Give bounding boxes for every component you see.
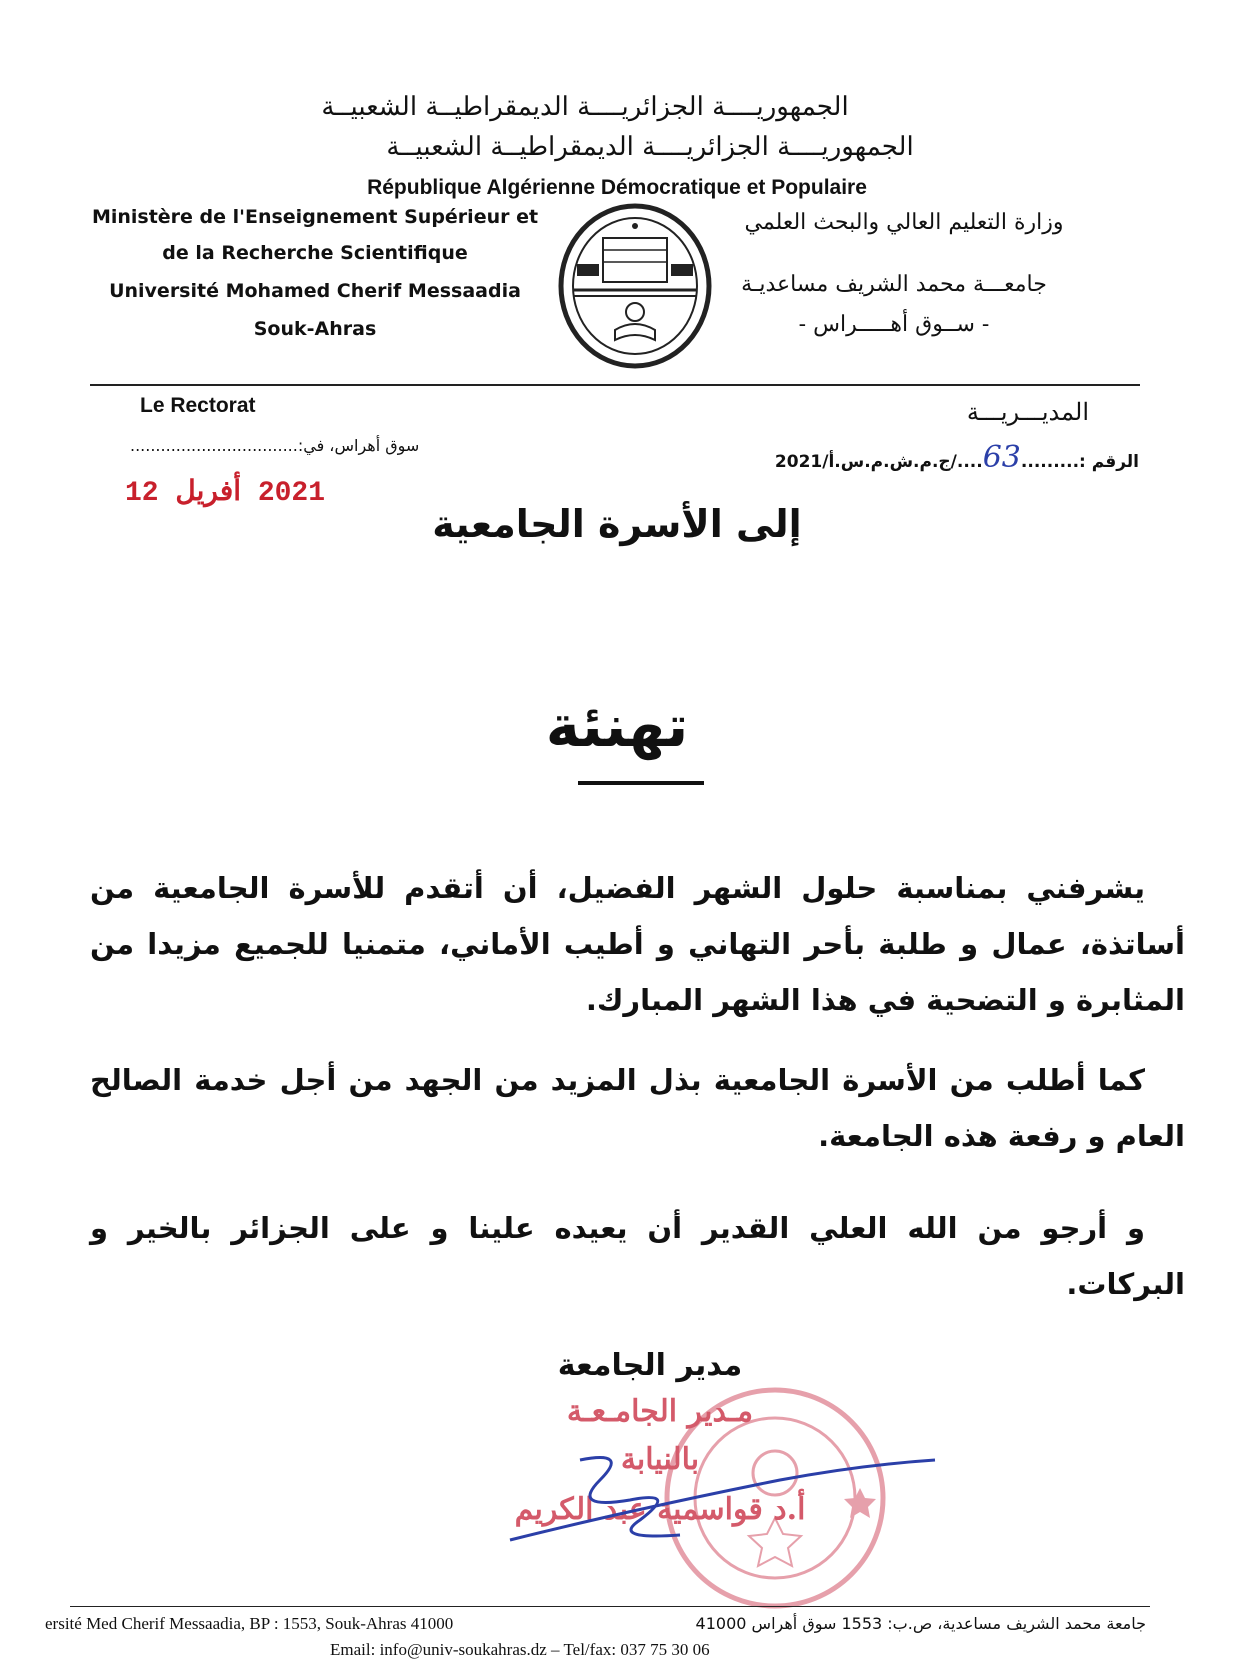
- signatory-title: مدير الجامعة: [557, 1348, 743, 1383]
- paragraph-2: كما أطلب من الأسرة الجامعية بذل المزيد من الجهد من أجل خدمة الصالح العام و رفعة هذه الجامعة.: [90, 1063, 1185, 1153]
- paragraph-3: و أرجو من الله العلي القدير أن يعيده علينا و على الجزائر بالخير و البركات.: [90, 1211, 1185, 1301]
- paragraph-1: يشرفني بمناسبة حلول الشهر الفضيل، أن أتقدم للأسرة الجامعية من أساتذة، عمال و طلبة بأحر التهاني و أطيب الأماني، متمنيا للجميع مزيدا من المثابرة و التضحية في هذا الشهر المبارك.: [90, 871, 1185, 1017]
- reference-number: 63: [982, 440, 1021, 475]
- footer-contact: Email: info@univ-soukahras.dz – Tel/fax: 037 75 30 06: [330, 1640, 710, 1659]
- city-name-fr: Souk-Ahras: [253, 318, 377, 340]
- ministry-line-fr-2: de la Recherche Scientifique: [162, 242, 468, 264]
- date-line: سوق أهراس، في:.................................: [130, 436, 420, 455]
- stamp-line-3: أ.د قواسمية عبد الكريم: [514, 1492, 806, 1527]
- university-name-fr: Université Mohamed Cherif Messaadia: [109, 280, 521, 302]
- document-title: تهنئة: [545, 692, 689, 760]
- rectorat-label: Le Rectorat: [140, 394, 256, 417]
- university-logo-icon: [555, 200, 715, 372]
- direction-label: المديـــريـــة: [966, 398, 1089, 426]
- university-name-ar: جامعـــة محمد الشريف مساعديـة: [741, 272, 1047, 297]
- stamp-line-2: بالنيابة: [620, 1442, 700, 1477]
- date-stamp: 2021 أفريل 12: [125, 478, 326, 509]
- country-name-arabic-2: الجمهوريــــة الجزائريــــة الديمقراطيــة الشعبيــة: [386, 132, 914, 162]
- addressee-heading: إلى الأسرة الجامعية: [432, 502, 802, 546]
- reference-label: الرقم :.........: [1020, 452, 1139, 472]
- footer-address-fr: ersité Med Cherif Messaadia, BP : 1553, Souk-Ahras 41000: [45, 1614, 454, 1633]
- city-name-ar: - ســوق أهـــــراس -: [798, 312, 990, 337]
- reference-line: [775, 440, 1139, 475]
- ministry-line-fr-1: Ministère de l'Enseignement Supérieur et: [91, 206, 539, 228]
- reference-suffix: ..../ج.م.ش.م.س.أ/2021: [774, 452, 983, 472]
- ministry-line-ar: وزارة التعليم العالي والبحث العلمي: [744, 210, 1064, 235]
- stamp-line-1: مـدير الجامـعـة: [566, 1394, 754, 1429]
- footer-address-ar: جامعة محمد الشريف مساعدية، ص.ب: 1553 سوق أهراس 41000: [695, 1614, 1146, 1633]
- country-name-arabic: الجمهوريــــة الجزائريــــة الديمقراطيــة الشعبيــة: [321, 92, 849, 122]
- country-name-french: République Algérienne Démocratique et Populaire: [367, 176, 867, 199]
- title-underline: [578, 781, 704, 785]
- handwritten-signature-icon: [480, 1440, 940, 1560]
